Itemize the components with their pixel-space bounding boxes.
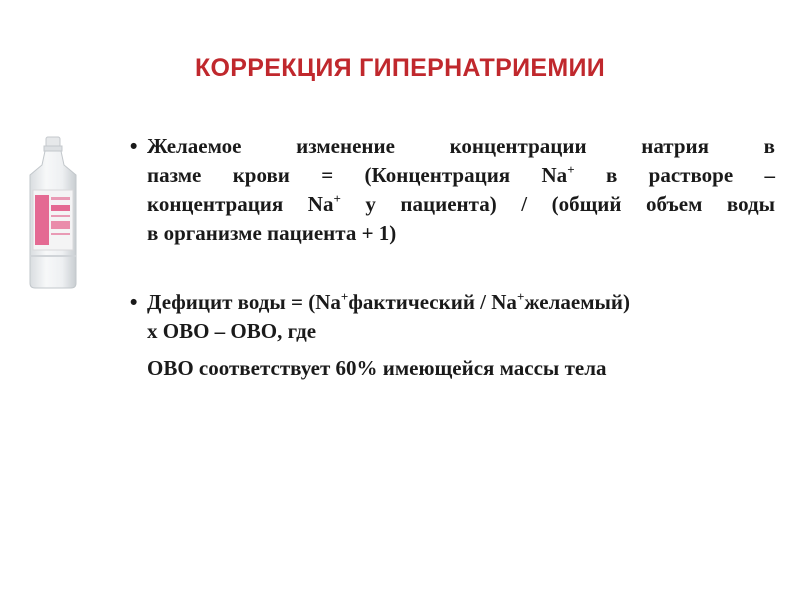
slide-title: КОРРЕКЦИЯ ГИПЕРНАТРИЕМИИ <box>194 54 605 82</box>
bullet-marker: • <box>130 291 138 314</box>
bullet-desired-change <box>130 132 775 248</box>
bullet2-line2: х ОВО – ОВО, где <box>147 319 317 343</box>
ovo-note: ОВО соответствует 60% имеющейся массы тела <box>147 356 607 380</box>
bullet1-line2: пазме крови = (Концентрация Na+ в растворе – <box>147 162 775 187</box>
iv-bottle-icon <box>18 135 88 290</box>
bullet1-line4: в организме пациента + 1) <box>147 221 397 245</box>
bullet-marker: • <box>130 135 138 158</box>
bullet1-line3: концентрация Na+ у пациента) / (общий объем воды <box>147 191 776 216</box>
bullet1-line1: Желаемое изменение концентрации натрия в <box>147 134 775 158</box>
bullet-list <box>130 132 775 383</box>
bullet-water-deficit <box>130 288 775 346</box>
bullet2-line1: Дефицит воды = (Na+фактический / Na+желаемый) <box>147 289 631 314</box>
